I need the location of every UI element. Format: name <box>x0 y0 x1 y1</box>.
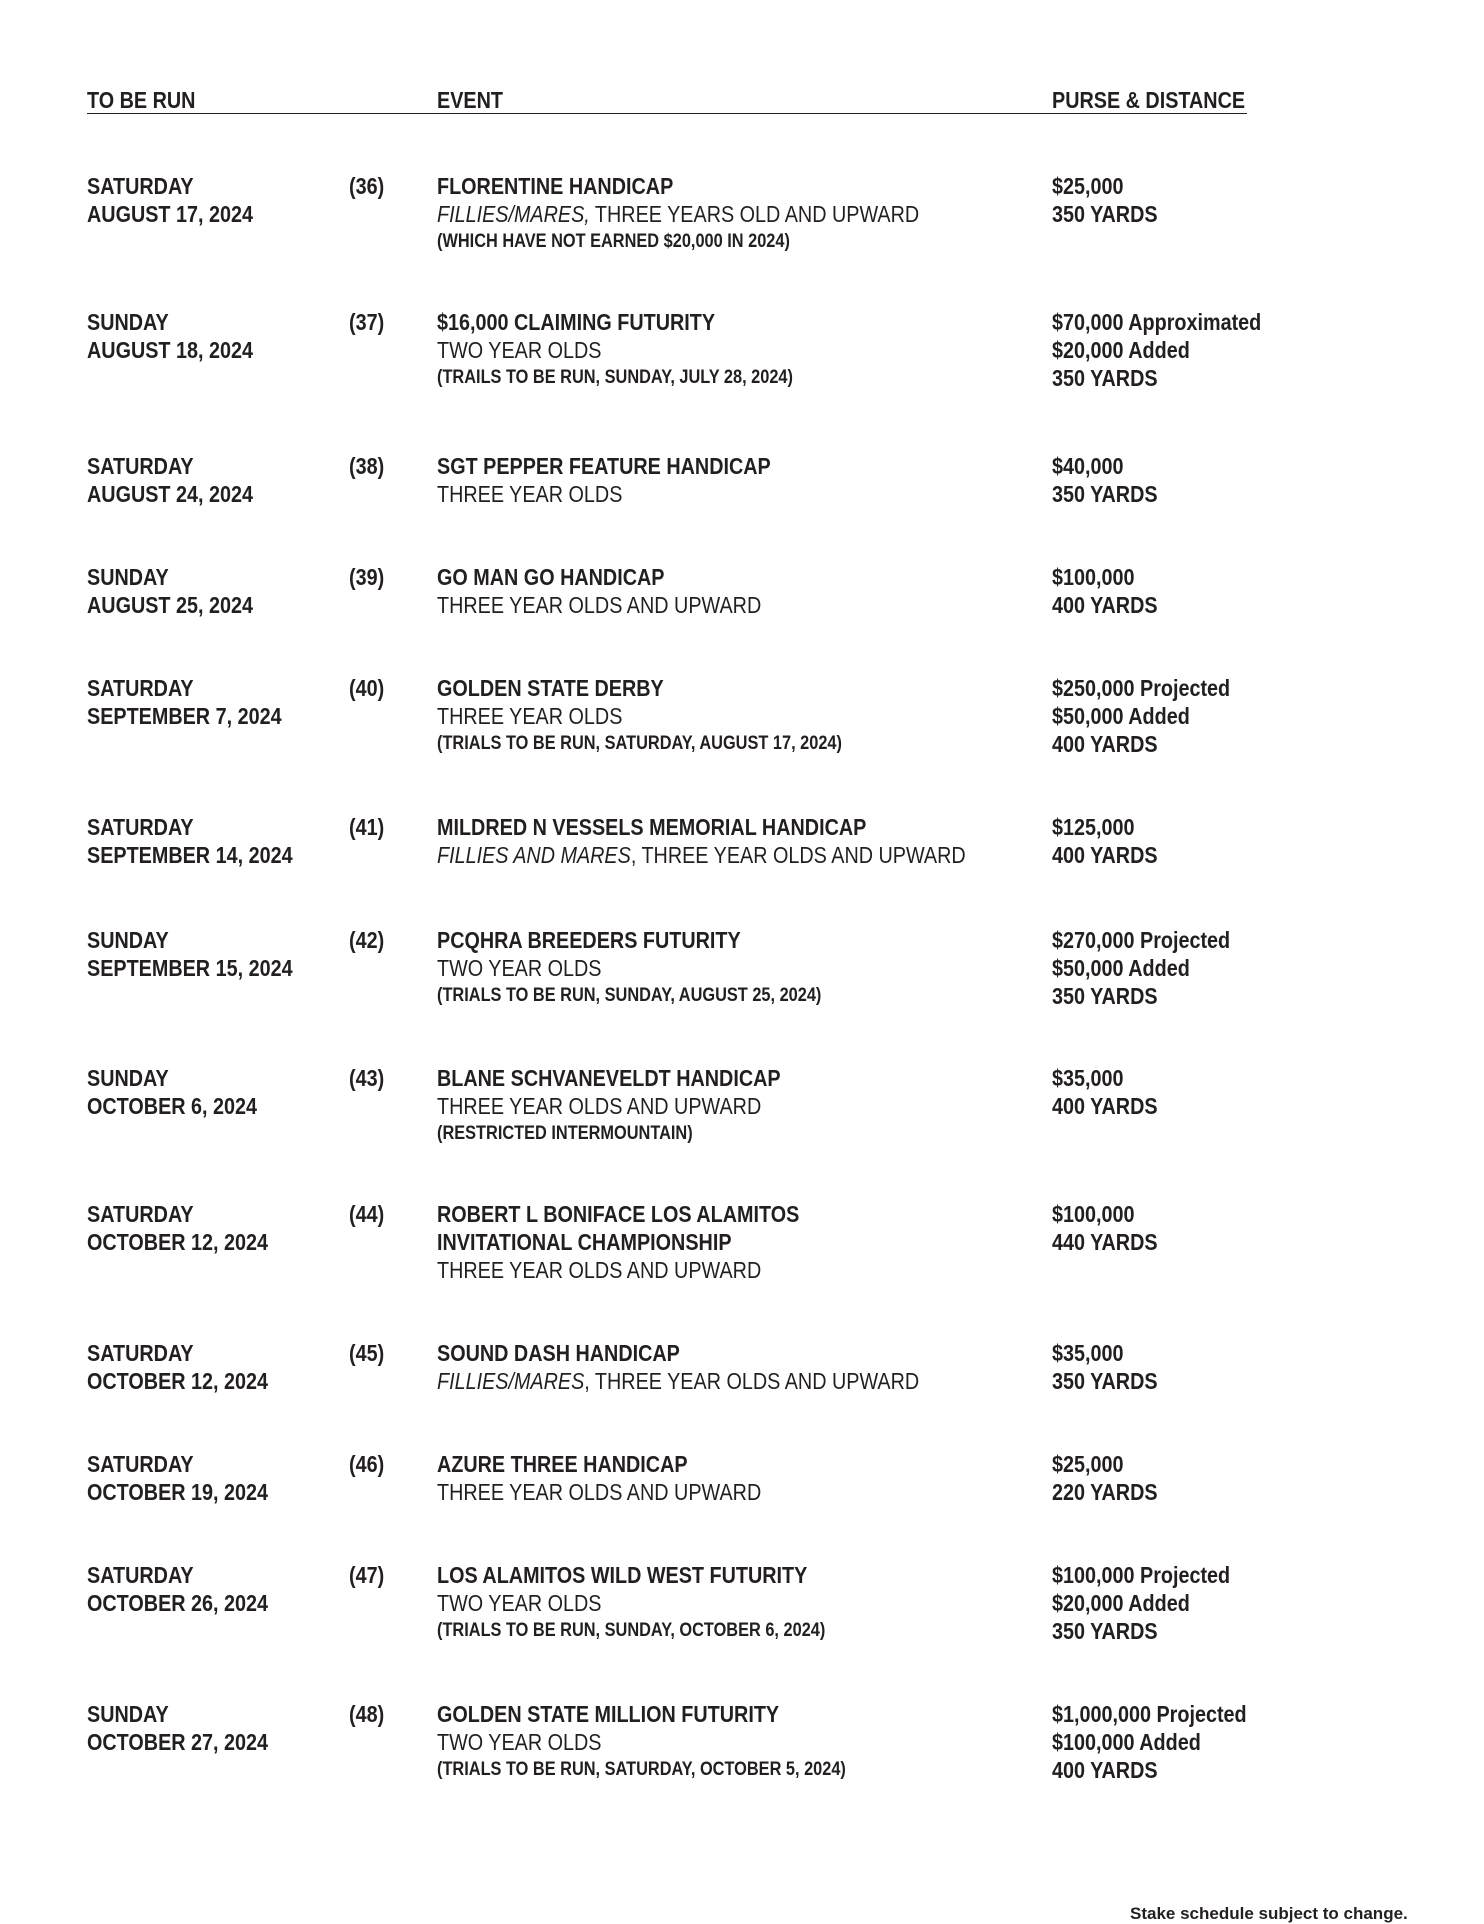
purse-line: 350 YARDS <box>1052 365 1158 391</box>
purse-line: $20,000 Added <box>1052 1590 1190 1616</box>
event-details <box>437 674 908 758</box>
event-details <box>437 563 814 619</box>
event-conditions <box>437 1367 919 1395</box>
event-name: SGT PEPPER FEATURE HANDICAP <box>437 453 771 479</box>
event-conditions: THREE YEAR OLDS <box>437 481 623 507</box>
race-date <box>87 308 280 364</box>
event-name: SOUND DASH HANDICAP <box>437 1340 680 1366</box>
event-name: FLORENTINE HANDICAP <box>437 173 674 199</box>
purse-line: $25,000 <box>1052 173 1124 199</box>
event-name: $16,000 CLAIMING FUTURITY <box>437 309 716 335</box>
race-day: SATURDAY <box>87 1451 194 1477</box>
event-name: GO MAN GO HANDICAP <box>437 564 665 590</box>
race-number <box>349 308 390 336</box>
race-date-text: AUGUST 25, 2024 <box>87 592 254 618</box>
race-number-text: (42) <box>349 927 385 953</box>
purse-line: $20,000 Added <box>1052 337 1190 363</box>
event-details <box>437 1450 814 1506</box>
race-date <box>87 1450 298 1506</box>
purse-line: $40,000 <box>1052 453 1124 479</box>
purse-distance <box>1052 1450 1175 1506</box>
event-name: PCQHRA BREEDERS FUTURITY <box>437 927 741 953</box>
event-conditions-rest: THREE YEARS OLD AND UPWARD <box>589 201 920 227</box>
event-conditions-rest: , THREE YEAR OLDS AND UPWARD <box>630 842 966 868</box>
race-number <box>349 1561 390 1589</box>
event-details <box>437 1561 889 1645</box>
race-day: SUNDAY <box>87 927 169 953</box>
purse-line: $25,000 <box>1052 1451 1124 1477</box>
race-date-text: AUGUST 17, 2024 <box>87 201 254 227</box>
header-event: EVENT <box>437 87 503 113</box>
event-name: GOLDEN STATE DERBY <box>437 675 664 701</box>
event-note: (TRIALS TO BE RUN, SATURDAY, OCTOBER 5, 2024) <box>437 1759 846 1780</box>
purse-line: 400 YARDS <box>1052 592 1158 618</box>
race-number <box>349 563 390 591</box>
purse-distance <box>1052 1064 1175 1120</box>
race-date-text: SEPTEMBER 14, 2024 <box>87 842 293 868</box>
race-date <box>87 674 313 730</box>
purse-line: 440 YARDS <box>1052 1229 1158 1255</box>
event-note: (TRIALS TO BE RUN, SATURDAY, AUGUST 17, 2024) <box>437 733 842 754</box>
race-day: SUNDAY <box>87 309 169 335</box>
race-number-text: (44) <box>349 1201 385 1227</box>
race-number <box>349 813 390 841</box>
event-conditions: THREE YEAR OLDS AND UPWARD <box>437 1479 762 1505</box>
race-number <box>349 674 390 702</box>
event-conditions: TWO YEAR OLDS <box>437 1729 602 1755</box>
event-conditions: TWO YEAR OLDS <box>437 955 602 981</box>
race-date <box>87 813 326 869</box>
race-day: SATURDAY <box>87 1340 194 1366</box>
race-day: SUNDAY <box>87 564 169 590</box>
event-conditions: THREE YEAR OLDS AND UPWARD <box>437 1257 762 1283</box>
event-conditions-rest: , THREE YEAR OLDS AND UPWARD <box>584 1368 920 1394</box>
event-conditions: TWO YEAR OLDS <box>437 337 602 363</box>
event-details <box>437 1700 912 1784</box>
race-number-text: (46) <box>349 1451 385 1477</box>
event-conditions: THREE YEAR OLDS AND UPWARD <box>437 1093 762 1119</box>
race-day: SATURDAY <box>87 814 194 840</box>
event-note: (TRIALS TO BE RUN, SUNDAY, AUGUST 25, 2024) <box>437 985 822 1006</box>
race-date-text: OCTOBER 12, 2024 <box>87 1368 269 1394</box>
race-number <box>349 1700 390 1728</box>
race-number-text: (40) <box>349 675 385 701</box>
event-conditions <box>437 841 966 869</box>
race-date-text: OCTOBER 26, 2024 <box>87 1590 269 1616</box>
purse-line: 400 YARDS <box>1052 731 1158 757</box>
event-note: (WHICH HAVE NOT EARNED $20,000 IN 2024) <box>437 231 790 252</box>
purse-line: $250,000 Projected <box>1052 675 1231 701</box>
event-name: ROBERT L BONIFACE LOS ALAMITOS <box>437 1201 800 1227</box>
race-number-text: (45) <box>349 1340 385 1366</box>
race-date <box>87 926 326 982</box>
race-date-text: AUGUST 18, 2024 <box>87 337 254 363</box>
purse-line: $50,000 Added <box>1052 955 1190 981</box>
purse-distance <box>1052 172 1175 228</box>
event-details <box>437 452 825 508</box>
purse-line: 400 YARDS <box>1052 842 1158 868</box>
purse-line: 350 YARDS <box>1052 1618 1158 1644</box>
event-name: GOLDEN STATE MILLION FUTURITY <box>437 1701 780 1727</box>
race-number <box>349 1200 390 1228</box>
race-number <box>349 1339 390 1367</box>
event-note: (TRAILS TO BE RUN, SUNDAY, JULY 28, 2024) <box>437 367 793 388</box>
purse-line: $50,000 Added <box>1052 703 1190 729</box>
race-date <box>87 452 280 508</box>
race-number-text: (39) <box>349 564 385 590</box>
purse-line: $70,000 Approximated <box>1052 309 1262 335</box>
event-conditions: THREE YEAR OLDS <box>437 703 623 729</box>
race-date <box>87 172 280 228</box>
race-number <box>349 926 390 954</box>
event-conditions: TWO YEAR OLDS <box>437 1590 602 1616</box>
race-number <box>349 452 390 480</box>
footer-note: Stake schedule subject to change. <box>1130 1904 1408 1923</box>
purse-line: 350 YARDS <box>1052 1368 1158 1394</box>
purse-line: $100,000 Projected <box>1052 1562 1231 1588</box>
race-number-text: (43) <box>349 1065 385 1091</box>
purse-distance <box>1052 1200 1175 1256</box>
purse-distance <box>1052 452 1175 508</box>
purse-line: $35,000 <box>1052 1065 1124 1091</box>
purse-distance <box>1052 813 1175 869</box>
event-conditions: THREE YEAR OLDS AND UPWARD <box>437 592 762 618</box>
race-number <box>349 1450 390 1478</box>
event-details <box>437 308 851 392</box>
purse-distance <box>1052 563 1175 619</box>
race-number-text: (36) <box>349 173 385 199</box>
purse-line: $1,000,000 Projected <box>1052 1701 1247 1727</box>
race-date <box>87 1064 285 1120</box>
race-date <box>87 1700 298 1756</box>
event-conditions-italic: FILLIES/MARES <box>437 1368 585 1394</box>
purse-distance <box>1052 308 1295 392</box>
purse-line: 400 YARDS <box>1052 1093 1158 1119</box>
header-to-be-run: TO BE RUN <box>87 87 196 113</box>
race-date-text: OCTOBER 6, 2024 <box>87 1093 258 1119</box>
race-day: SATURDAY <box>87 1201 194 1227</box>
event-name: BLANE SCHVANEVELDT HANDICAP <box>437 1065 781 1091</box>
event-details <box>437 1200 858 1284</box>
race-date-text: OCTOBER 19, 2024 <box>87 1479 269 1505</box>
purse-line: 350 YARDS <box>1052 201 1158 227</box>
race-day: SATURDAY <box>87 173 194 199</box>
event-name-cont: INVITATIONAL CHAMPIONSHIP <box>437 1229 732 1255</box>
race-number-text: (47) <box>349 1562 385 1588</box>
race-day: SATURDAY <box>87 675 194 701</box>
race-number-text: (41) <box>349 814 385 840</box>
purse-line: 220 YARDS <box>1052 1479 1158 1505</box>
purse-line: 350 YARDS <box>1052 481 1158 507</box>
event-details <box>437 1064 837 1148</box>
purse-line: 400 YARDS <box>1052 1757 1158 1783</box>
race-number-text: (38) <box>349 453 385 479</box>
event-details <box>437 813 1052 869</box>
race-date <box>87 1200 298 1256</box>
purse-line: $100,000 Added <box>1052 1729 1201 1755</box>
purse-distance <box>1052 1700 1278 1784</box>
event-details <box>437 926 884 1010</box>
column-header <box>87 85 1247 115</box>
race-date-text: OCTOBER 12, 2024 <box>87 1229 269 1255</box>
event-note: (TRIALS TO BE RUN, SUNDAY, OCTOBER 6, 2024) <box>437 1620 826 1641</box>
race-day: SUNDAY <box>87 1701 169 1727</box>
purse-line: $100,000 <box>1052 564 1135 590</box>
purse-line: $125,000 <box>1052 814 1135 840</box>
event-details <box>437 1339 998 1395</box>
event-details <box>437 172 998 256</box>
race-date-text: AUGUST 24, 2024 <box>87 481 254 507</box>
purse-line: 350 YARDS <box>1052 983 1158 1009</box>
race-day: SATURDAY <box>87 453 194 479</box>
event-name: MILDRED N VESSELS MEMORIAL HANDICAP <box>437 814 867 840</box>
race-date <box>87 1561 298 1617</box>
race-number <box>349 1064 390 1092</box>
purse-distance <box>1052 674 1259 758</box>
race-date-text: OCTOBER 27, 2024 <box>87 1729 269 1755</box>
event-conditions-italic: FILLIES AND MARES <box>437 842 631 868</box>
header-rule <box>87 113 1247 114</box>
race-number <box>349 172 390 200</box>
event-conditions-italic: FILLIES/MARES, <box>437 201 590 227</box>
purse-line: $270,000 Projected <box>1052 927 1231 953</box>
event-name: AZURE THREE HANDICAP <box>437 1451 688 1477</box>
race-day: SUNDAY <box>87 1065 169 1091</box>
purse-line: $35,000 <box>1052 1340 1124 1366</box>
purse-line: $100,000 <box>1052 1201 1135 1227</box>
event-note: (RESTRICTED INTERMOUNTAIN) <box>437 1123 693 1144</box>
race-date <box>87 1339 298 1395</box>
event-name: LOS ALAMITOS WILD WEST FUTURITY <box>437 1562 808 1588</box>
race-number-text: (37) <box>349 309 385 335</box>
purse-distance <box>1052 926 1259 1010</box>
race-number-text: (48) <box>349 1701 385 1727</box>
race-date-text: SEPTEMBER 7, 2024 <box>87 703 282 729</box>
purse-distance <box>1052 1561 1259 1645</box>
race-date-text: SEPTEMBER 15, 2024 <box>87 955 293 981</box>
event-conditions <box>437 200 919 228</box>
purse-distance <box>1052 1339 1175 1395</box>
header-purse-distance: PURSE & DISTANCE <box>1052 87 1246 113</box>
race-day: SATURDAY <box>87 1562 194 1588</box>
race-date <box>87 563 280 619</box>
